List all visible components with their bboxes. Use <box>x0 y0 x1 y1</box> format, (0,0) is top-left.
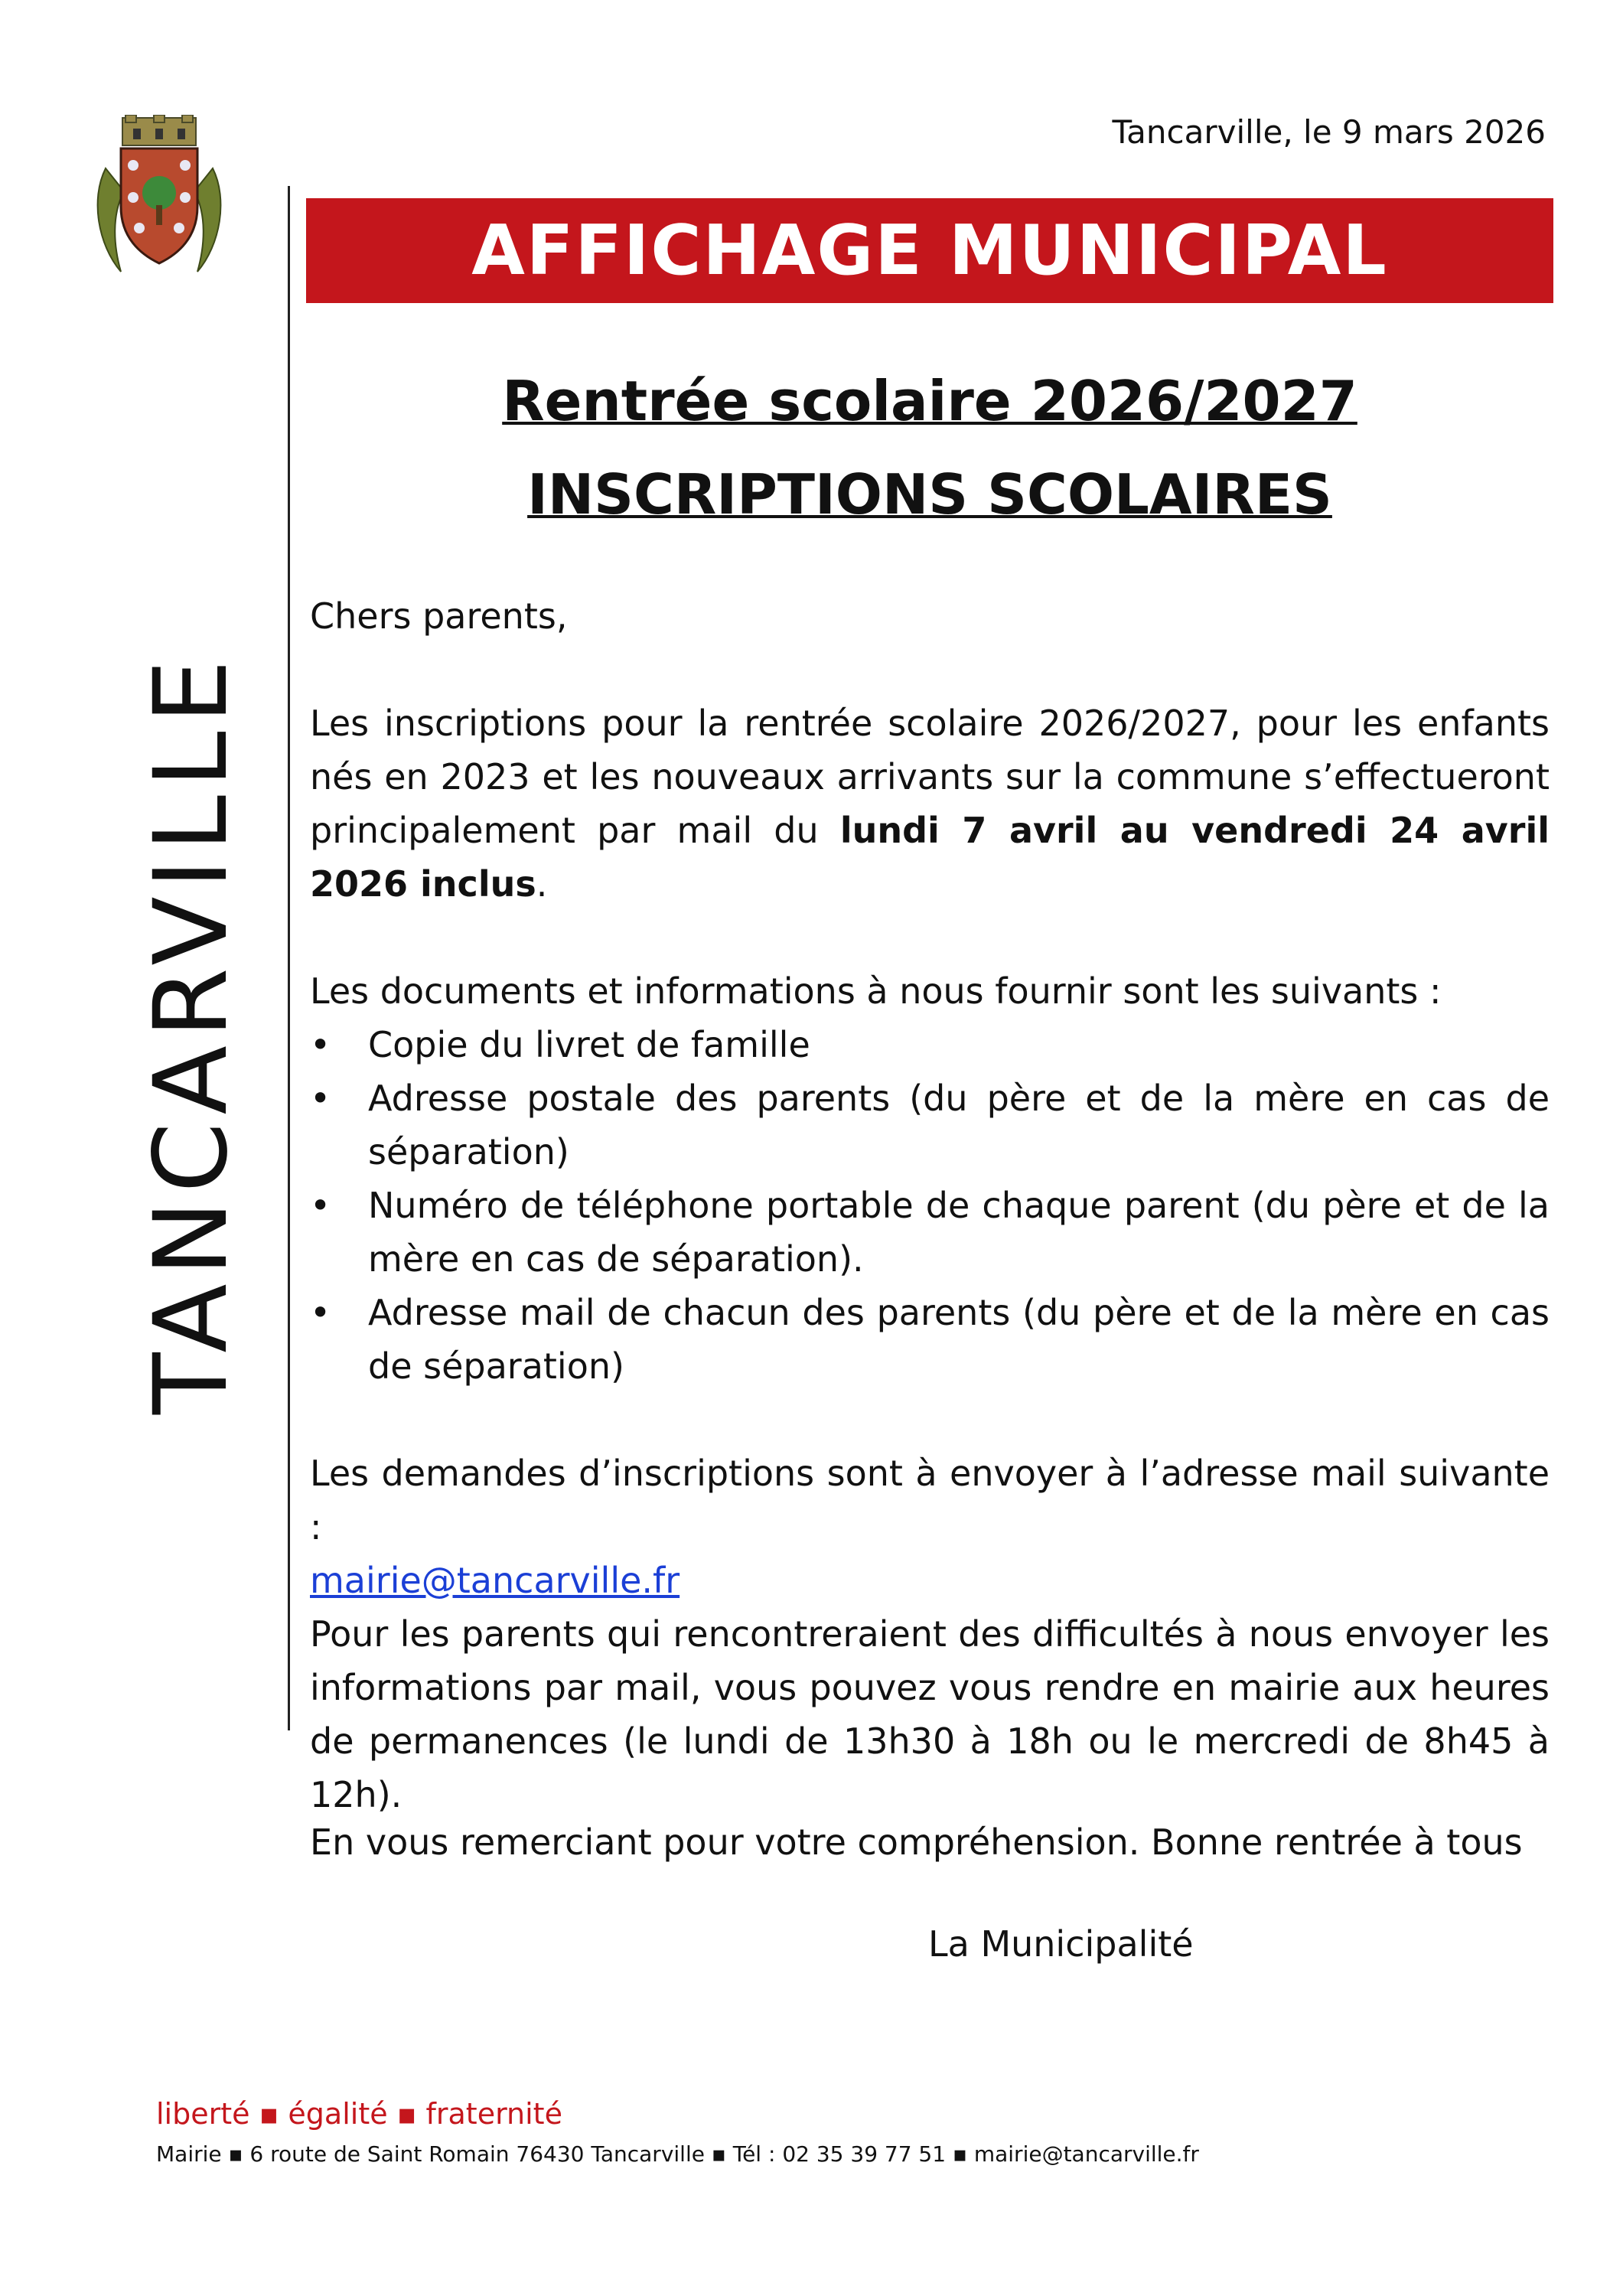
greeting: Chers parents, <box>310 595 568 637</box>
side-town-name: TANCARVILLE <box>132 651 250 1415</box>
list-item-text: Adresse postale des parents (du père et de la mère en cas de séparation) <box>368 1078 1550 1172</box>
bullet-icon: • <box>310 1185 331 1226</box>
bullet-icon: • <box>310 1024 331 1065</box>
page-subtitle: INSCRIPTIONS SCOLAIRES <box>527 462 1332 527</box>
page-title: Rentrée scolaire 2026/2027 <box>502 369 1357 433</box>
paragraph-dates <box>310 696 1550 911</box>
bullet-icon: • <box>310 1292 331 1333</box>
list-item-text: Adresse mail de chacun des parents (du père et de la mère en cas de séparation) <box>368 1292 1550 1387</box>
documents-intro: Les documents et informations à nous fournir sont les suivants : <box>310 970 1442 1012</box>
list-item-text: Copie du livret de famille <box>368 1024 810 1065</box>
send-intro: Les demandes d’inscriptions sont à envoyer à l’adresse mail suivante : <box>310 1453 1550 1548</box>
thanks-block <box>310 1815 1550 1869</box>
paragraph-dates-intro: Les inscriptions pour la rentrée scolaire 2026/2027, pour les enfants nés en 2023 et les nouveaux arrivants sur la commune s’effectueront principalement par mail du <box>310 703 1550 851</box>
date-line: Tancarville, le 9 mars 2026 <box>1112 113 1546 151</box>
paragraph-difficulty <box>310 1607 1550 1821</box>
list-item <box>310 1286 1550 1393</box>
greeting-block <box>310 589 1550 643</box>
footer-motto: liberté ▪ égalité ▪ fraternité <box>156 2097 562 2131</box>
documents-section <box>310 964 1550 1393</box>
signature: La Municipalité <box>928 1923 1194 1965</box>
header-banner: AFFICHAGE MUNICIPAL <box>306 198 1553 303</box>
list-item-text: Numéro de téléphone portable de chaque parent (du père et de la mère en cas de séparation). <box>368 1185 1550 1280</box>
list-item <box>310 1179 1550 1286</box>
paragraph-dates-text <box>310 696 1550 911</box>
list-item <box>310 1071 1550 1179</box>
vertical-divider <box>288 186 290 1730</box>
send-section <box>310 1446 1550 1607</box>
paragraph-dates-end: . <box>536 863 548 905</box>
email-link[interactable]: mairie@tancarville.fr <box>310 1560 680 1601</box>
registration-period: lundi 7 avril au vendredi 24 avril 2026 inclus <box>310 810 1550 905</box>
coat-of-arms-icon <box>90 115 228 280</box>
list-item <box>310 1018 1550 1071</box>
bullet-icon: • <box>310 1078 331 1119</box>
paragraph-difficulty-text: Pour les parents qui rencontreraient des difficultés à nous envoyer les informations par mail, vous pouvez vous rendre en mairie aux heures de permanences (le lundi de 13h30 à 18h ou le mercredi de 8h45 à 12h). <box>310 1613 1550 1815</box>
footer-address: Mairie ▪ 6 route de Saint Romain 76430 Tancarville ▪ Tél : 02 35 39 77 51 ▪ mairie@tancarville.fr <box>156 2141 1199 2167</box>
thanks-text: En vous remerciant pour votre compréhension. Bonne rentrée à tous <box>310 1821 1523 1863</box>
